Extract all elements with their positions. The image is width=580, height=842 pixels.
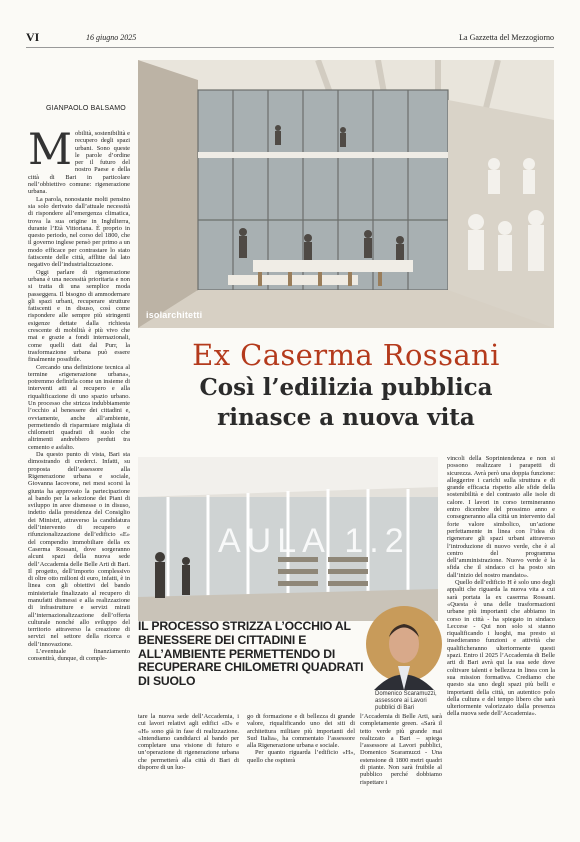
paragraph: vincoli della Soprintendenza e non si possono realizzare i parapetti di sicurezza. Avrà però una doppia funzione: alleggerire i carichi sulla struttura e di grande efficacia rispetto alle sfide della sostenibilità e del contrasto alle isole di calore. I lavori in corso termineranno entro dicembre del prossimo anno e consegneranno alla città un intervento dal forte valore simbolico, un’azione perfettamente in linea con l’idea di rigenerare gli spazi urbani attraverso l’introduzione di nuovo verde, che è al centro del programma dell’amministrazione. Nuovo verde è la sfida che il sindaco ci ha posto sin dall’inizio del nostro mandato». bbox=[447, 455, 555, 579]
header-rule bbox=[26, 47, 554, 48]
photo-credit: isolarchitetti bbox=[146, 310, 203, 320]
rendering-classroom-photo bbox=[138, 457, 438, 621]
page-number: VI bbox=[26, 30, 40, 44]
paragraph: Cercando una definizione tecnica al termine «rigenerazione urbana», potremmo definirla come un insieme di interventi atti al recupero e alla riqualificazione di uno spazio urbano. Un processo che strizza indubbiamente l’occhio al benessere dei cittadini e, ovviamente, anche all’ambiente, permettendo di risparmiare migliaia di chilometri quadrati di suolo che altrimenti andrebbero perduti tra cemento e asfalto. bbox=[28, 363, 130, 451]
paragraph: La parola, nonostante molti pensino sia solo derivato dall’attuale necessità di rispondere all’emergenza climatica, trova la sua origine in Inghilterra, durante l’Età Vittoriana. È proprio in questo periodo, nel corso del 1800, che il governo inglese pensò per primo a un modo efficace per contrastare lo stato fatiscente delle città, afflitte dal lato negativo dell’industrializzazione. bbox=[28, 195, 130, 269]
paragraph: Per quanto riguarda l’edificio «H», quello che ospiterà bbox=[247, 749, 355, 764]
article-column-1 bbox=[28, 130, 130, 830]
paragraph: L’eventuale finanziamento consentirà, dunque, di comple- bbox=[28, 648, 130, 663]
headline-line-2: rinasce a nuova vita bbox=[217, 404, 475, 431]
paragraph: obilità, sostenibilità e recupero degli spazi urbani. Sono queste le parole d’ordine per il futuro del nostro Paese e della città di Bari in particolare nell’obbiettivo comune: rigenerazione urbana. bbox=[28, 130, 130, 196]
page-header bbox=[26, 30, 554, 46]
paragraph: Da questo punto di vista, Bari sta dimostrando di crederci. Infatti, su proposta dell’assessore alla Rigenerazione urbana e sociale, Giovanna Iacovone, nei mesi scorsi la giunta ha approvato la partecipazione al bando per la selezione dei Piani di sviluppo in aree dismesse o in disuso, indetto dalla presidenza del Consiglio dei Ministri, attraverso la candidatura dell’intervento di recupero e rifunzionalizzazione dell’edificio «E» del compendio immobiliare della ex Caserma Rossani, dove sorgeranno alcuni spazi della nuova sede dell’Accademia delle Belle Arti di Bari. Il progetto, dell’importo complessivo di oltre otto milioni di euro, infatti, è in linea con gli obiettivi del bando ministeriale finalizzato al recupero di manufatti dismessi e alla realizzazione di infrastrutture e servizi mirati all’internazionalizzazione dell’offerta culturale nonché allo sviluppo del territorio attraverso la creazione di servizi nel settore della ricerca e dell’innovazione. bbox=[28, 451, 130, 648]
paragraph: l’Accademia di Belle Arti, sarà completamente green. «Sarà il tetto verde più grande mai realizzato a Bari – spiega l’assessore ai Lavori pubblici, Domenico Scaramuzzi - Una estensione di 1800 metri quadri di piante. Non sarà fruibile al pubblico perché dobbiamo rispettare i bbox=[360, 713, 442, 786]
paragraph: Quello dell’edificio H è solo uno degli appalti che riguarda la nuova vita a cui sarà portata la ex caserma Rossani. «Questa è una delle trasformazioni urbane più importanti che abbiamo in corso in città - ha spiegato in sindaco Leccese - Qui non solo si stanno riqualificando i luoghi, ma presto si insedieranno funzioni e attività che qualificheranno ulteriormente questi spazi. Entro il 2025 l’Accademia di Belle arti di Bari avrà qui la sua sede dove coltivare talenti e bellezza in linea con la sua mission formativa. Crediamo che questo sia uno degli spazi più belli e importanti della città, un autentico polo della cultura e del tempo libero che sarà ulteriormente valorizzato dalla presenza della nuova sede dell’Accademia». bbox=[447, 579, 555, 718]
byline: GIANPAOLO BALSAMO bbox=[46, 105, 126, 112]
portrait-caption: Domenico Scaramuzzi, assessore ai Lavori pubblici di Bari bbox=[375, 691, 437, 711]
rendering-main-photo bbox=[138, 60, 554, 328]
article-column-4 bbox=[360, 713, 442, 833]
portrait-photo bbox=[364, 604, 444, 690]
classroom-sign: AULA 1.2 bbox=[218, 522, 410, 560]
paragraph: go di formazione e di bellezza di grande valore, riqualificando uno dei siti di architettura militare più importanti del Sud Italia», ha commentato l’assessore alla Rigenerazione urbana e sociale. bbox=[247, 713, 355, 750]
headline-kicker: Ex Caserma Rossani bbox=[192, 338, 500, 372]
pull-quote: IL PROCESSO STRIZZA L’OCCHIO AL BENESSERE DEI CITTADINI E ALL’AMBIENTE PERMETTENDO DI RECUPERARE CHILOMETRI QUADRATI DI SUOLO bbox=[138, 619, 364, 689]
drop-cap: M bbox=[28, 130, 73, 175]
newspaper-name: La Gazzetta del Mezzogiorno bbox=[459, 33, 554, 42]
paragraph: tare la nuova sede dell’Accademia, i cui lavori relativi agli edifici «D» e «H» sono già in fase di realizzazione. «Intendiamo candidarci al bando per completare una visione di futuro e un’operazione di rigenerazione urbana che permetterà alla città di Bari di disporre di un luo- bbox=[138, 713, 239, 772]
article-column-right bbox=[447, 455, 555, 825]
article-column-2 bbox=[138, 713, 239, 833]
headline-line-1: Così l’edilizia pubblica bbox=[199, 374, 493, 401]
paragraph: Oggi parlare di rigenerazione urbana è una necessità prioritaria e non si tratta di una semplice moda passeggera. Il bisogno di ammodernare gli spazi urbani, recuperare strutture fatiscenti e in disuso, così come rispondere alle sempre più stringenti esigenze dettate dalla richiesta crescente di mobilità è più vivo che mai e grazie a fondi internazionali, come quelli dati dal Purr, la trasformazione urbana può essere finalmente possibile. bbox=[28, 268, 130, 364]
issue-date: 16 giugno 2025 bbox=[86, 33, 137, 42]
article-column-3 bbox=[247, 713, 355, 833]
headline-block bbox=[138, 338, 554, 432]
